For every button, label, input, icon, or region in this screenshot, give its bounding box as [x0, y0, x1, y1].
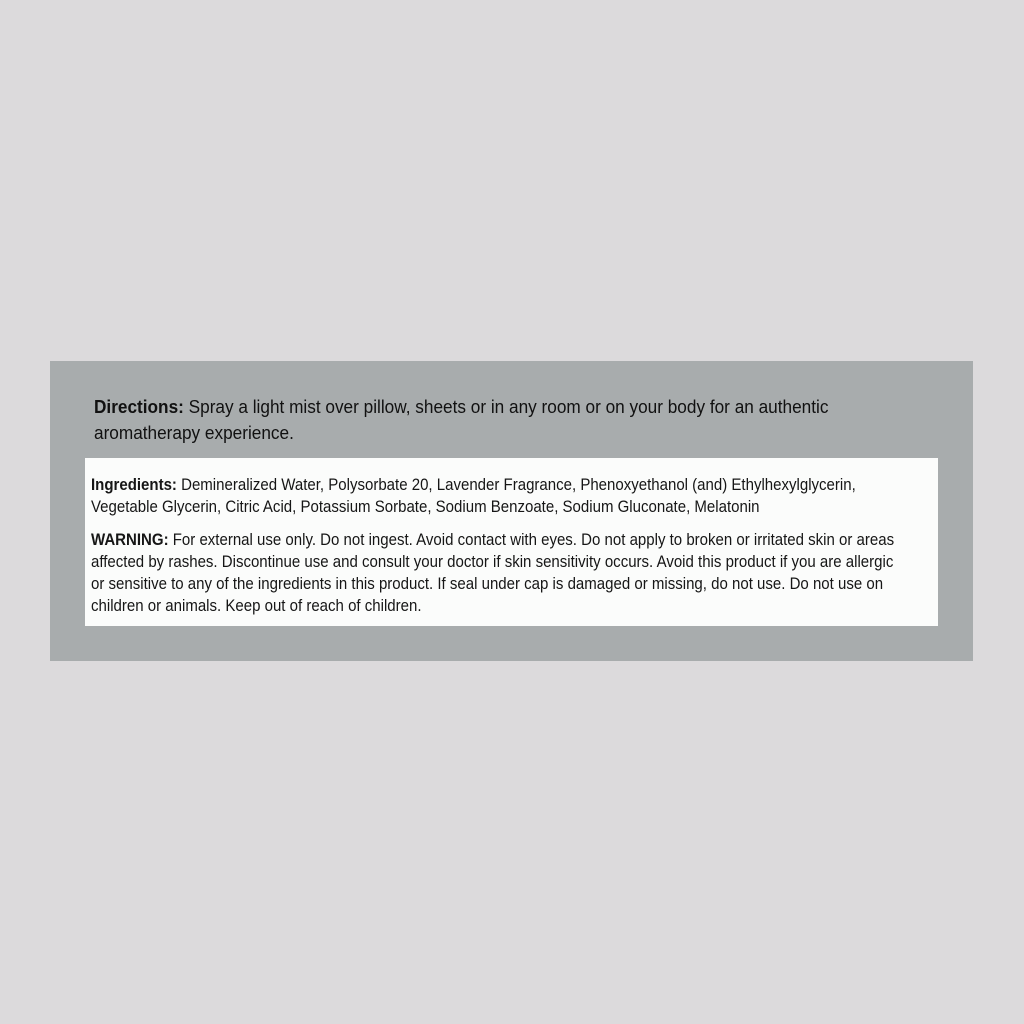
ingredients-text: Demineralized Water, Polysorbate 20, Lavender Fragrance, Phenoxyethanol (and) Ethylhexylglycerin, Vegetable Glycerin, Citric Acid, Potassium Sorbate, Sodium Benzoate, Sodium Gluconate, Melatonin — [91, 476, 856, 516]
directions-text: Spray a light mist over pillow, sheets or in any room or on your body for an authentic aromatherapy experience. — [94, 396, 829, 443]
ingredients-heading: Ingredients: — [91, 476, 177, 494]
warning-text: For external use only. Do not ingest. Avoid contact with eyes. Do not apply to broken or irritated skin or areas affected by rashes. Discontinue use and consult your doctor if skin sensitivity occurs. Avoid this product if you are allergic or sensitive to any of the ingredients in this product. If seal under cap is damaged or missing, do not use. Do not use on children or animals. Keep out of reach of children. — [91, 531, 895, 615]
directions-heading: Directions: — [94, 396, 184, 417]
product-label-panel — [50, 361, 973, 661]
ingredients-section — [91, 474, 910, 518]
warning-heading: WARNING: — [91, 531, 169, 549]
warning-section — [91, 529, 910, 617]
directions-section — [94, 394, 838, 446]
ingredients-warning-box — [85, 458, 938, 626]
